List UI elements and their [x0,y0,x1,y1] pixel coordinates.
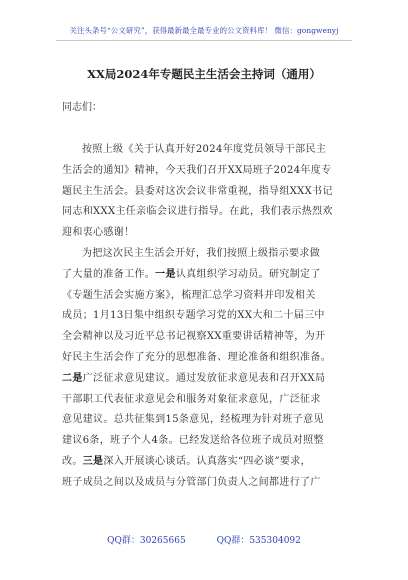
paragraph-line: 为把这次民主生活会开好，我们按照上级指示要求做 [82,248,321,259]
paragraph-line: 成员；1月13日集中组织专题学习党的XX大和二十届三中 [62,310,325,322]
footer-qq-group-2: QQ群：535304092 [216,536,301,546]
paragraph-opening [62,140,352,244]
header-divider [56,40,352,41]
emphasis-third: 三是 [82,455,104,467]
footer-qq-group-1: QQ群：30265665 [107,536,186,546]
paragraph-line: 题民主生活会。县委对这次会议非常重视，指导组XXX书记 [62,185,333,197]
salutation: 同志们： [62,102,102,113]
paragraph-line: 好民主生活会作了充分的思想准备、理论准备和组织准备。 [62,351,332,363]
paragraph-line: 迎和衷心感谢！ [62,227,135,239]
paragraph-line: 全会精神以及习近平总书记视察XX重要讲话精神等，为开 [62,331,326,343]
paragraph-line: 班子成员之间以及成员与分管部门负责人之间都进行了广 [62,476,321,488]
paragraph-line: 《专题生活会实施方案》，梳理汇总学习资料并印发相关 [62,289,316,301]
paragraph-line: 改。三是深入开展谈心谈话。认真落实“四必谈”要求， [62,455,311,467]
document-title: XX局2024年专题民主生活会主持词（通用） [87,67,321,81]
header-banner: 关注头条号“公文研究”，获得最新最全最专业的公文资料库！ 微信：gongwenyj [69,26,339,35]
emphasis-second: 二是 [62,372,83,384]
paragraph-line: 建议6条，班子个人4条。已经发送给各位班子成员对照整 [62,435,324,447]
paragraph-line: 按照上级《关于认真开好2024年度党员领导干部民主 [82,144,327,155]
paragraph-line: 干部职工代表征求意见会和服务对象征求意见，广泛征求 [62,393,321,405]
paragraph-line: 同志和XXX主任亲临会议进行指导。在此，我们表示热烈欢 [62,206,333,218]
footer-contacts [0,533,408,546]
paragraph-line: 二是广泛征求意见建议。通过发放征求意见表和召开XX局 [62,372,326,384]
paragraph-preparation [62,244,352,494]
paragraph-line: 意见建议。总共征集到15条意见，经梳理为针对班子意见 [62,414,324,426]
paragraph-line: 生活会的通知》精神，今天我们召开XX局班子2024年度专 [62,164,332,176]
emphasis-first: 一是 [155,268,176,280]
paragraph-line: 了大量的准备工作。一是认真组织学习动员。研究制定了 [62,268,321,280]
